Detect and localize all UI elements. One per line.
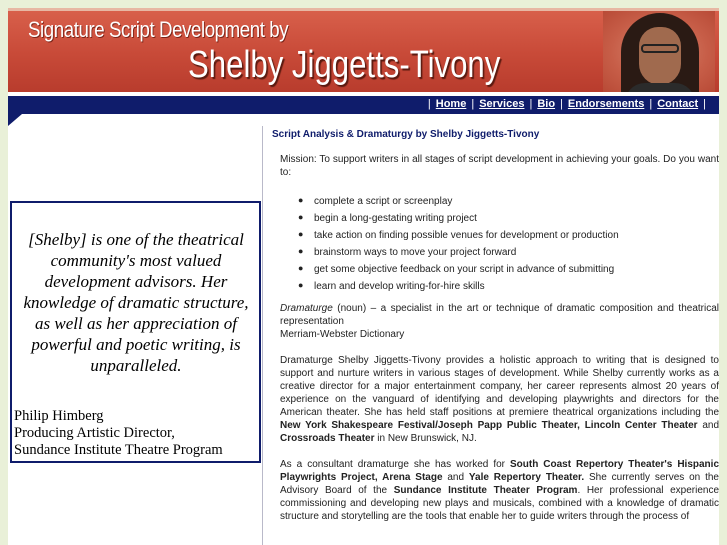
main-content	[272, 128, 719, 523]
list-item: ● take action on finding possible venues for development or production	[298, 229, 719, 246]
nav-separator: |	[560, 98, 563, 110]
bio-text: Dramaturge Shelby Jiggetts-Tivony provides a holistic approach to writing that is designed to support and nurture writers in various stages of development. While Shelby currently works as a creative director for a major entertainment company, her career represents almost 20 years of experience on the vanguard of identifying and developing playwrights and directors for the American theater. She has held staff positions at premiere theatrical organizations including the	[280, 355, 719, 418]
definition-source: Merriam-Webster Dictionary	[280, 329, 405, 340]
nav-link-services[interactable]: Services	[479, 98, 525, 110]
nav-link-endorsements[interactable]: Endorsements	[567, 98, 645, 110]
portrait-face	[639, 27, 681, 85]
bio-text: She currently serves on the Advisory Board of the	[280, 472, 719, 496]
page-title: Script Analysis & Dramaturgy by Shelby Jiggetts-Tivony	[272, 129, 540, 140]
testimonial-org: Sundance Institute Theatre Program	[14, 442, 223, 458]
testimonial-box	[10, 201, 261, 463]
list-item: ● get some objective feedback on your script in advance of submitting	[298, 263, 719, 280]
list-item: ● begin a long-gestating writing project	[298, 212, 719, 229]
testimonial-attribution	[14, 408, 259, 459]
bio-paragraph-1	[280, 354, 719, 445]
bio-text: . Her professional experience commissioning and developing new plays and musicals, combined with a knowledge of dramatic structure and storytelling are the tools that enable her to guide writers through the process of	[280, 485, 719, 522]
nav-separator: |	[649, 98, 653, 110]
nav-separator: |	[471, 98, 475, 110]
mission-text: Mission: To support writers in all stages of script development in achieving your goals. Do you want to:	[280, 154, 719, 178]
top-nav	[8, 96, 719, 114]
bio-org: Sundance Institute Theater Program	[393, 485, 578, 496]
bio-text: and	[442, 472, 469, 483]
definition	[280, 302, 719, 328]
column-divider	[262, 126, 263, 545]
testimonial-quote: [Shelby] is one of the theatrical community's most valued development advisors. Her knowledge of dramatic structure, as well as her appreciation of powerful and poetic writing, is unparalleled.	[23, 230, 249, 375]
bio-text: As a consultant dramaturge she has worked for	[280, 459, 510, 470]
list-item: ● learn and develop writing-for-hire skills	[298, 280, 719, 297]
list-item: ● complete a script or screenplay	[298, 195, 719, 212]
header-banner	[8, 8, 719, 92]
nav-wedge	[8, 114, 22, 126]
goals-list	[298, 195, 719, 297]
definition-text: (noun) – a specialist in the art or technique of dramatic composition and theatrical representation	[280, 303, 719, 327]
bio-org: New York Shakespeare Festival/Joseph Papp Public Theater, Lincoln Center Theater	[280, 420, 698, 431]
definition-term: Dramaturge	[280, 303, 333, 314]
nav-link-contact[interactable]: Contact	[657, 98, 699, 110]
nav-separator: |	[703, 98, 706, 110]
bio-text: in New Brunswick, NJ.	[374, 433, 477, 444]
page	[8, 8, 719, 545]
nav-list	[423, 98, 711, 110]
bio-paragraph-2	[280, 458, 719, 523]
testimonial-role: Producing Artistic Director,	[14, 425, 175, 441]
list-item: ● brainstorm ways to move your project forward	[298, 246, 719, 263]
nav-link-home[interactable]: Home	[435, 98, 467, 110]
nav-separator: |	[427, 98, 431, 110]
portrait-glasses	[641, 44, 679, 53]
bio-org: Crossroads Theater	[280, 433, 375, 444]
banner-title-line2: Shelby Jiggetts-Tivony	[188, 44, 501, 86]
nav-link-bio[interactable]: Bio	[537, 98, 556, 110]
bio-text: and	[697, 420, 719, 431]
bio-org: South Coast Repertory Theater's Hispanic Playwrights Project, Arena Stage	[280, 459, 719, 483]
banner-title-line1: Signature Script Development by	[28, 17, 289, 42]
portrait-photo	[603, 11, 715, 92]
bio-org: Yale Repertory Theater.	[468, 472, 585, 483]
nav-separator: |	[529, 98, 533, 110]
testimonial-name: Philip Himberg	[14, 408, 104, 424]
